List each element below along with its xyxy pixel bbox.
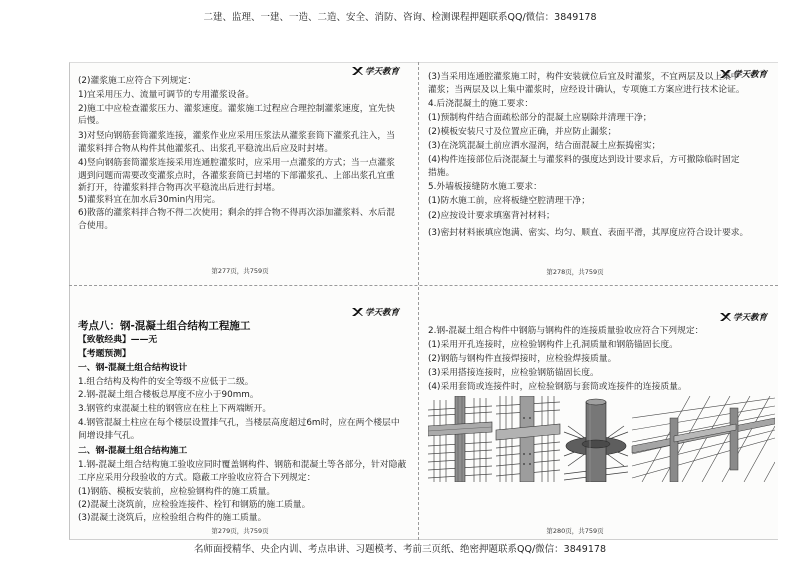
page2-line-7: (4)构件连接部位后浇混凝土与灌浆料的强度达到设计要求后，方可撤除临时固定 — [428, 155, 740, 165]
page4-line-3: (2)钢筋与钢构件直接焊接时，应检验焊接质量。 — [428, 354, 617, 364]
page1-line-8: 遇到问题而需要改变灌浆点时，各灌浆套筒已封堵的下部灌浆孔、上部出浆孔宜重 — [78, 171, 395, 181]
page4-page-number: 第280页，共759页 — [546, 527, 604, 535]
xuetian-logo-icon — [720, 312, 731, 322]
page1-line-9: 新打开，待灌浆料拌合物再次平稳流出后进行封堵。 — [78, 183, 281, 193]
page2-line-8: 措施。 — [428, 168, 455, 178]
page4-line-2: (1)采用开孔连接时，应检验钢构件上孔洞质量和钢筋锚固长度。 — [428, 340, 678, 350]
page1-line-12: 合使用。 — [78, 221, 114, 231]
page3-page-number: 第279页，共759页 — [211, 527, 269, 535]
page4-line-4: (3)采用搭接连接时，应检验钢筋锚固长度。 — [428, 368, 599, 378]
footer-contact-text: 名师面授精华、央企内训、考点串讲、习题模考、考前三页纸、绝密押题联系QQ/微信：3849178 — [194, 544, 606, 555]
page2-line-4: (1)预制构件结合面疏松部分的混凝土应剔除并清理干净； — [428, 113, 652, 123]
logo-text: 学天教育 — [365, 308, 400, 318]
page1-line-3: 2)施工中应检查灌浆压力、灌浆速度。灌浆施工过程应合理控制灌浆速度，宜先快 — [78, 104, 395, 114]
page1-page-number: 第277页，共759页 — [211, 267, 269, 275]
page4-logo — [720, 311, 767, 323]
page3-line-13: (2)混凝土浇筑前，应检验连接件、栓钉和钢筋的施工质量。 — [78, 500, 311, 510]
page1-line-6: 灌浆料拌合物从构件其他灌浆孔、出浆孔平稳流出后应及时封堵。 — [78, 144, 334, 154]
logo-text: 学天教育 — [365, 67, 400, 77]
page3-line-5: 2.钢-混凝土组合楼板总厚度不应小于90mm。 — [78, 390, 259, 400]
page3-line-3: 一、钢-混凝土组合结构设计 — [78, 363, 188, 373]
page1-line-10: 5)灌浆料宜在加水后30min内用完。 — [78, 195, 221, 205]
page4-line-5: (4)采用套筒或连接件时，应检验钢筋与套筒或连接件的连接质量。 — [428, 382, 687, 392]
page3-line-8: 间增设排气孔。 — [78, 431, 140, 441]
page3-line-11: 工序应采用分段验收的方式。隐蔽工序验收应符合下列规定： — [78, 473, 316, 483]
page2-line-5: (2)模板安装尺寸及位置应正确，并应防止漏浆； — [428, 127, 617, 137]
page3-logo — [352, 306, 399, 318]
joint-figure-4 — [632, 396, 775, 482]
page3-line-12: (1)钢筋、模板安装前，应检验钢构件的施工质量。 — [78, 487, 276, 497]
page2-line-2: 灌浆；当两层及以上集中灌浆时，应经设计确认，专项施工方案应进行技术论证。 — [428, 85, 745, 95]
page3-line-1: 【致敬经典】——无 — [78, 335, 158, 345]
page3-line-7: 4.钢管混凝土柱应在每个楼层设置排气孔，当楼层高度超过6m时，应在两个楼层中 — [78, 418, 400, 428]
joint-figure-3 — [564, 399, 628, 482]
header-contact-text: 二建、监理、一建、一造、二造、安全、消防、咨询、检测课程押题联系QQ/微信：3849178 — [203, 12, 597, 23]
page1-line-4: 后慢。 — [78, 116, 105, 126]
page1-line-5: 3)对竖向钢筋套筒灌浆连接，灌浆作业应采用压浆法从灌浆套筒下灌浆孔注入，当 — [78, 131, 395, 141]
page3-line-9: 二、钢-混凝土组合结构施工 — [78, 446, 188, 456]
page1-line-1: (2)灌浆施工应符合下列规定： — [78, 76, 197, 86]
composite-joint-figures — [428, 396, 775, 482]
page2-line-9: 5.外墙板接缝防水施工要求： — [428, 182, 542, 192]
page4-line-1: 2.钢-混凝土组合构件中钢筋与钢构件的连接质量验收应符合下列规定： — [428, 326, 704, 336]
page3-line-10: 1.钢-混凝土组合结构施工验收应同时覆盖钢构件、钢筋和混凝土等各部分，针对隐蔽 — [78, 460, 407, 470]
page2-line-3: 4.后浇混凝土的施工要求： — [428, 99, 534, 109]
page1-line-2: 1)宜采用压力、流量可调节的专用灌浆设备。 — [78, 90, 255, 100]
page3-line-4: 1.组合结构及构件的安全等级不应低于二级。 — [78, 377, 254, 387]
page3-line-14: (3)混凝土浇筑后，应检验组合构件的施工质量。 — [78, 513, 267, 523]
logo-text: 学天教育 — [733, 313, 768, 323]
page2-line-1: (3)当采用连通腔灌浆施工时，构件安装就位后宜及时灌浆，不宜两层及以上集中 — [428, 72, 740, 82]
logo-text: 学天教育 — [733, 70, 768, 80]
joint-figure-2 — [496, 396, 560, 482]
page3-line-2: 【考题预测】 — [78, 349, 131, 359]
xuetian-logo-icon — [352, 307, 363, 317]
page2-line-10: (1)防水施工前，应将板缝空腔清理干净； — [428, 196, 591, 206]
page3-line-6: 3.钢管约束混凝土柱的钢管应在柱上下两端断开。 — [78, 404, 272, 414]
joint-figure-1 — [428, 396, 492, 482]
horizontal-page-divider — [69, 285, 778, 286]
page1-line-11: 6)散落的灌浆料拌合物不得二次使用；剩余的拌合物不得再次添加灌浆料、水后混 — [78, 208, 395, 218]
page2-line-12: (3)密封材料嵌填应饱满、密实、均匀、顺直、表面平滑，其厚度应符合设计要求。 — [428, 228, 749, 238]
page2-page-number: 第278页，共759页 — [546, 268, 604, 276]
page1-line-7: 4)竖向钢筋套筒灌浆连接采用连通腔灌浆时，应采用一点灌浆的方式；当一点灌浆 — [78, 158, 395, 168]
page2-line-11: (2)应按设计要求填塞背衬材料； — [428, 211, 555, 221]
page3-title: 考点八：钢-混凝土组合结构工程施工 — [78, 320, 251, 332]
page2-line-6: (3)在浇筑混凝土前应洒水湿润，结合面混凝土应振捣密实； — [428, 141, 661, 151]
